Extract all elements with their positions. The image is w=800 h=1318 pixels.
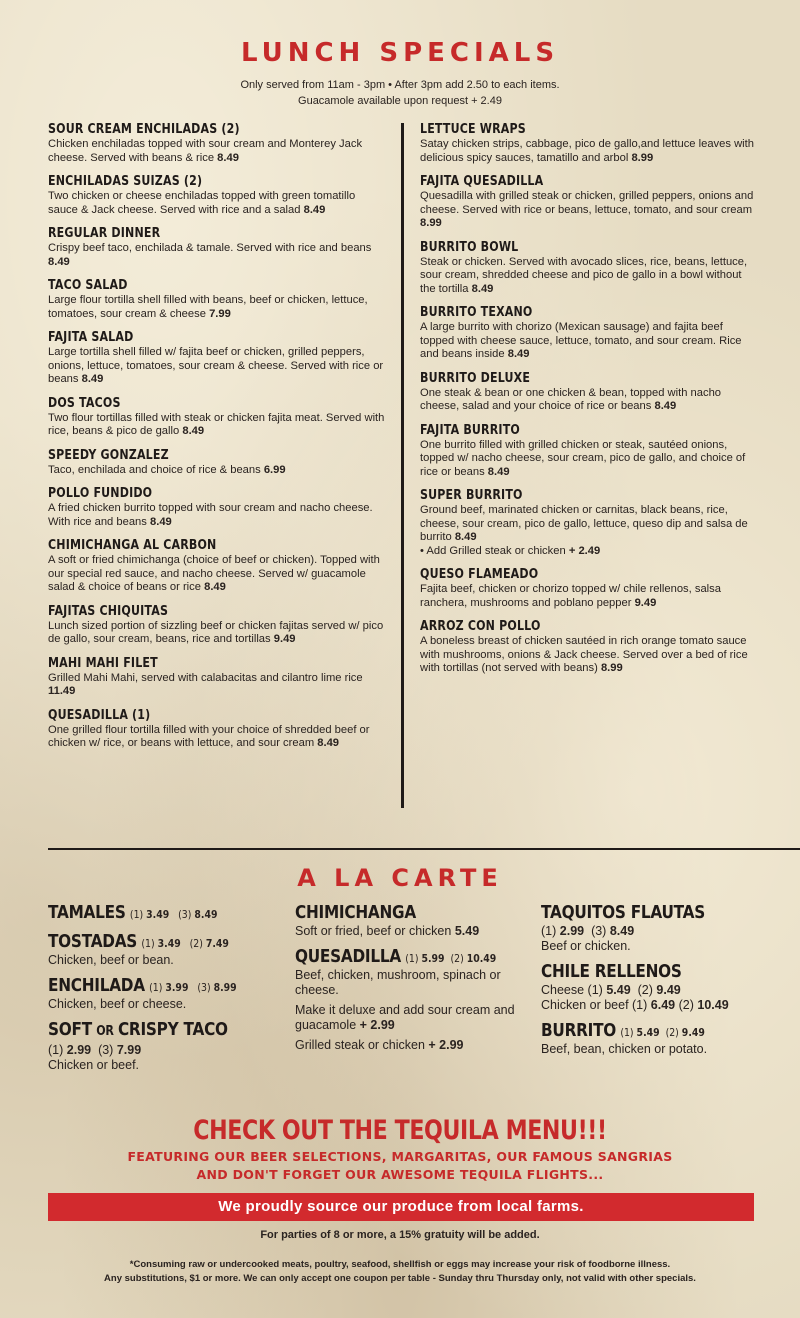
menu-item-desc: One burrito filled with grilled chicken or steak, sautéed onions, topped w/ nacho cheese, sour cream, pico de gallo, and choice of rice or beans 8.49 xyxy=(420,438,746,478)
menu-item-price: 8.99 xyxy=(600,662,623,674)
menu-item-desc: Lunch sized portion of sizzling beef or chicken fajitas served w/ pico de gallo, sour cream, beans, rice and tortillas 9.49 xyxy=(48,619,384,645)
menu-item-name: DOS TACOS xyxy=(48,395,121,411)
menu-item-desc: Quesadilla with grilled steak or chicken, grilled peppers, onions and cheese. Served with rice or beans, lettuce, tomato, and sour cream 8.99 xyxy=(420,190,754,229)
menu-item-name: FAJITA BURRITO xyxy=(420,422,520,438)
left-column xyxy=(48,122,388,760)
menu-item xyxy=(48,448,388,478)
guacamole-note: Guacamole available upon request + 2.49 xyxy=(298,95,502,107)
menu-item-price: 8.99 xyxy=(631,151,654,164)
menu-item-desc: A soft or fried chimichanga (choice of beef or chicken). Topped with our special red sauce, and nacho cheese. Served w/ guacamole salad & choice of beans or rice 8.49 xyxy=(48,554,380,593)
menu-item xyxy=(48,656,388,699)
hours-note: Only served from 11am - 3pm • After 3pm add 2.50 to each items. xyxy=(240,79,560,91)
menu-item-name: SOUR CREAM ENCHILADAS (2) xyxy=(48,122,240,137)
menu-item xyxy=(48,330,388,387)
alc-item-name: QUESADILLA xyxy=(295,946,401,967)
menu-item-desc: One steak & bean or one chicken & bean, topped with nacho cheese, salad and your choice of rice or beans 8.49 xyxy=(420,386,722,412)
alc-item-name: CHILE RELLENOS xyxy=(541,961,682,982)
substitution-disclaimer: Any substitutions, $1 or more. We can only accept one coupon per table - Sunday thru Thursday only, not valid with other specials. xyxy=(104,1273,696,1284)
menu-item-name: BURRITO TEXANO xyxy=(420,305,533,320)
alc-or-word: OR xyxy=(96,1024,114,1039)
alc-steak-note: Grilled steak or chicken + 2.99 xyxy=(295,1038,464,1052)
menu-item-desc: Chicken enchiladas topped with sour cream and Monterey Jack cheese. Served with beans & rice 8.49 xyxy=(48,138,363,164)
menu-item-desc: Grilled Mahi Mahi, served with calabacitas and cilantro lime rice 11.49 xyxy=(48,671,363,697)
menu-item-price: 8.49 xyxy=(149,515,172,528)
menu-item xyxy=(48,604,388,647)
alc-column-1 xyxy=(48,902,278,1080)
section-divider xyxy=(48,848,800,850)
menu-item-price: 6.99 xyxy=(263,463,286,476)
menu-item-price: 8.49 xyxy=(471,282,494,295)
menu-item xyxy=(420,371,760,414)
gratuity-note: For parties of 8 or more, a 15% gratuity will be added. xyxy=(260,1229,540,1241)
alc-options: (1) 3.49 (3) 8.49 xyxy=(129,908,218,921)
alc-item-desc: Beef or chicken. xyxy=(541,939,631,953)
menu-item-price: 8.49 xyxy=(182,425,205,437)
menu-item-desc: Large flour tortilla shell filled with beans, beef or chicken, lettuce, tomatoes, sour cream & cheese 7.99 xyxy=(48,294,368,320)
alc-item-burrito xyxy=(541,1020,781,1057)
alc-item-name: CHIMICHANGA xyxy=(295,902,416,923)
alc-column-3 xyxy=(541,902,781,1064)
alc-options: (1) 5.49 (2) 9.49 xyxy=(620,1026,705,1039)
alc-item-chimichanga xyxy=(295,902,515,939)
menu-item-desc: Taco, enchilada and choice of rice & beans 6.99 xyxy=(48,463,286,476)
tequila-line-2: AND DON'T FORGET OUR AWESOME TEQUILA FLIGHTS... xyxy=(196,1167,604,1182)
tequila-line-1: FEATURING OUR BEER SELECTIONS, MARGARITAS, OUR FAMOUS SANGRIAS xyxy=(127,1149,673,1164)
menu-item-desc: Two chicken or cheese enchiladas topped with green tomatillo sauce & Jack cheese. Served with rice and a salad 8.49 xyxy=(48,190,356,216)
menu-item-name: FAJITA SALAD xyxy=(48,330,134,345)
menu-item-desc: One grilled flour tortilla filled with your choice of shredded beef or chicken w/ rice, or beans with lettuce, and sour cream 8.49 xyxy=(48,723,370,749)
menu-item xyxy=(420,240,760,297)
menu-item-name: FAJITA QUESADILLA xyxy=(420,174,544,189)
local-farms-banner: We proudly source our produce from local farms. xyxy=(48,1193,754,1221)
alc-item-name: TAMALES xyxy=(48,902,126,923)
alc-item-desc: Chicken or beef. xyxy=(48,1058,140,1072)
menu-item-name: SUPER BURRITO xyxy=(420,488,523,503)
menu-item-price: 8.49 xyxy=(454,531,477,543)
a-la-carte-title: A LA CARTE xyxy=(297,864,503,892)
alc-item-desc: Chicken, beef or bean. xyxy=(48,953,174,967)
menu-item xyxy=(48,538,388,595)
menu-item-name: SPEEDY GONZALEZ xyxy=(48,447,169,463)
menu-item-desc: Crispy beef taco, enchilada & tamale. Served with rice and beans 8.49 xyxy=(48,242,372,268)
page-title: LUNCH SPECIALS xyxy=(240,38,560,68)
menu-item-desc: Two flour tortillas filled with steak or chicken fajita meat. Served with rice, beans & pico de gallo 8.49 xyxy=(48,411,385,437)
alc-item-desc: Soft or fried, beef or chicken 5.49 xyxy=(295,924,480,938)
alc-item-name: BURRITO xyxy=(541,1020,616,1041)
alc-item-quesadilla xyxy=(295,946,515,1053)
menu-item-name: BURRITO BOWL xyxy=(420,239,519,255)
menu-item xyxy=(48,278,388,321)
alc-item-name: ENCHILADA xyxy=(48,975,145,996)
menu-item xyxy=(420,423,760,480)
alc-options: (1) 3.99 (3) 8.99 xyxy=(149,981,237,994)
menu-item xyxy=(48,708,388,751)
menu-item xyxy=(420,122,760,165)
right-column xyxy=(420,122,760,685)
alc-option-line: Chicken or beef (1) 6.49 (2) 10.49 xyxy=(541,998,729,1012)
menu-item-name: CHIMICHANGA AL CARBON xyxy=(48,538,217,553)
menu-item-name: LETTUCE WRAPS xyxy=(420,122,526,137)
alc-item-name: CRISPY TACO xyxy=(117,1019,228,1040)
menu-item-desc: A boneless breast of chicken sautéed in rich orange tomato sauce with mushrooms, onions & Jack cheese. Served over a bed of rice with tortillas (not served with beans) 8.99 xyxy=(420,635,748,674)
menu-item xyxy=(48,174,388,217)
menu-item-addon: • Add Grilled steak or chicken + 2.49 xyxy=(420,544,601,557)
alc-item-desc: Chicken, beef or cheese. xyxy=(48,997,187,1011)
menu-item-desc: Large tortilla shell filled w/ fajita beef or chicken, grilled peppers, onions, lettuce, tomatoes, sour cream & cheese. Served with rice or beans 8.49 xyxy=(48,346,384,385)
menu-item-price: 9.49 xyxy=(273,633,296,645)
menu-item-price: 8.49 xyxy=(654,400,677,412)
menu-item-price: 8.49 xyxy=(487,465,510,478)
alc-options: (1) 2.99 (3) 7.99 xyxy=(48,1043,142,1057)
alc-option-line: Cheese (1) 5.49 (2) 9.49 xyxy=(541,983,681,997)
alc-item-name: TAQUITOS FLAUTAS xyxy=(541,902,706,923)
alc-item-name: TOSTADAS xyxy=(48,931,138,952)
menu-item-name: BURRITO DELUXE xyxy=(420,370,531,386)
foodborne-disclaimer: *Consuming raw or undercooked meats, poultry, seafood, shellfish or eggs may increase your risk of foodborne illness. xyxy=(129,1259,671,1270)
tequila-menu-title: CHECK OUT THE TEQUILA MENU!!! xyxy=(193,1115,607,1146)
menu-item-desc: Ground beef, marinated chicken or carnitas, black beans, rice, cheese, sour cream, pico de gallo, lettuce, queso dip and salsa de burrito 8.49 xyxy=(420,504,748,543)
alc-item-tostadas xyxy=(48,931,278,968)
menu-item-price: 8.49 xyxy=(81,373,104,385)
menu-item-name: QUESO FLAMEADO xyxy=(420,567,539,582)
menu-item-name: ENCHILADAS SUIZAS (2) xyxy=(48,174,203,189)
menu-item-desc: A large burrito with chorizo (Mexican sausage) and fajita beef topped with cheese sauce, lettuce, tomato, and sour cream. Rice and beans inside 8.49 xyxy=(420,321,742,360)
menu-item-desc: A fried chicken burrito topped with sour cream and nacho cheese. With rice and beans 8.49 xyxy=(48,502,373,528)
menu-item-price: 8.99 xyxy=(420,217,442,229)
menu-item-price: 7.99 xyxy=(209,307,231,320)
menu-item-price: 8.49 xyxy=(204,581,226,593)
alc-item-tamales xyxy=(48,902,278,924)
menu-item-price: 8.49 xyxy=(507,348,530,360)
menu-item-name: MAHI MAHI FILET xyxy=(48,655,158,671)
menu-item xyxy=(420,488,760,558)
alc-item-desc: Beef, bean, chicken or potato. xyxy=(541,1042,708,1056)
menu-item xyxy=(48,122,388,165)
alc-item-name: SOFT xyxy=(48,1019,92,1040)
alc-options: (1) 3.49 (2) 7.49 xyxy=(141,937,229,950)
alc-deluxe-note: Make it deluxe and add sour cream and guacamole + 2.99 xyxy=(295,1003,515,1032)
alc-item-chile-rellenos xyxy=(541,961,781,1013)
menu-item-name: REGULAR DINNER xyxy=(48,226,161,241)
menu-item-name: FAJITAS CHIQUITAS xyxy=(48,603,169,619)
menu-item-name: QUESADILLA (1) xyxy=(48,707,151,723)
menu-item-desc: Steak or chicken. Served with avocado slices, rice, beans, lettuce, sour cream, shredded cheese and pico de gallo in a bowl without the tortilla 8.49 xyxy=(420,255,748,295)
menu-item xyxy=(48,226,388,269)
menu-item-price: 8.49 xyxy=(317,737,340,749)
menu-item xyxy=(48,486,388,529)
menu-item xyxy=(420,174,760,231)
menu-item xyxy=(420,305,760,362)
alc-options: (1) 5.99 (2) 10.49 xyxy=(405,952,497,965)
alc-column-2 xyxy=(295,902,515,1060)
column-divider xyxy=(401,123,404,808)
menu-item-price: 8.49 xyxy=(48,255,70,268)
menu-item-desc: Satay chicken strips, cabbage, pico de gallo,and lettuce leaves with delicious spicy sauces, tamatillo and arbol 8.99 xyxy=(420,138,754,164)
menu-item xyxy=(420,619,760,676)
menu-item-price: 8.49 xyxy=(217,151,239,164)
menu-item-price: 9.49 xyxy=(634,596,657,609)
menu-item xyxy=(48,396,388,439)
alc-item-desc: Beef, chicken, mushroom, spinach or cheese. xyxy=(295,968,501,997)
menu-item-desc: Fajita beef, chicken or chorizo topped w/ chile rellenos, salsa ranchera, mushrooms and poblano pepper 9.49 xyxy=(420,583,721,609)
menu-item-price: 8.49 xyxy=(303,203,326,216)
menu-item-name: POLLO FUNDIDO xyxy=(48,486,153,501)
alc-item-taquitos xyxy=(541,902,781,954)
alc-item-enchilada xyxy=(48,975,278,1012)
alc-options: (1) 2.99 (3) 8.49 xyxy=(541,924,635,938)
menu-item-price: 11.49 xyxy=(48,685,76,697)
menu-item-name: TACO SALAD xyxy=(48,278,128,293)
alc-item-soft-taco xyxy=(48,1019,278,1073)
menu-item xyxy=(420,567,760,610)
menu-item-name: ARROZ CON POLLO xyxy=(420,619,541,634)
